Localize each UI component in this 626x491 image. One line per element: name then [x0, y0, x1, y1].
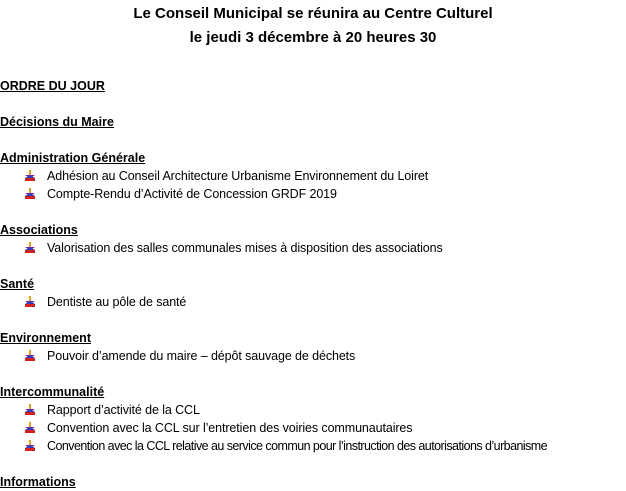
arrow-bullet-icon: [25, 404, 35, 416]
arrow-bullet-icon: [25, 242, 35, 254]
section-heading-informations: Informations: [0, 475, 76, 489]
agenda-item: [0, 293, 626, 311]
agenda-item-text: Rapport d’activité de la CCL: [47, 403, 200, 417]
section-administration: [0, 149, 626, 203]
announcement-line-1: Le Conseil Municipal se réunira au Centre Culturel: [133, 5, 493, 22]
spacer: [0, 455, 626, 473]
agenda-list: [0, 239, 626, 257]
agenda-title: ORDRE DU JOUR: [0, 79, 105, 93]
arrow-bullet-icon: [25, 296, 35, 308]
agenda-item-text: Pouvoir d’amende du maire – dépôt sauvage de déchets: [47, 349, 356, 363]
agenda-list: [0, 347, 626, 365]
agenda-item-text: Adhésion au Conseil Architecture Urbanisme Environnement du Loiret: [47, 169, 429, 183]
agenda-item: [0, 419, 626, 437]
section-heading-environnement: Environnement: [0, 331, 91, 345]
agenda-list: [0, 167, 626, 203]
arrow-bullet-icon: [25, 170, 35, 182]
section-heading-administration: Administration Générale: [0, 151, 146, 165]
agenda-item-text: Convention avec la CCL relative au service commun pour l’instruction des autorisations d’urbanisme: [47, 439, 548, 453]
section-heading-sante: Santé: [0, 277, 35, 291]
agenda-item: [0, 347, 626, 365]
agenda-item-text: Dentiste au pôle de santé: [47, 295, 187, 309]
arrow-bullet-icon: [25, 350, 35, 362]
spacer: [0, 311, 626, 329]
spacer: [0, 365, 626, 383]
announcement-line-2: le jeudi 3 décembre à 20 heures 30: [189, 29, 437, 46]
agenda-list: [0, 293, 626, 311]
section-sante: [0, 275, 626, 311]
agenda-item: [0, 401, 626, 419]
section-environnement: [0, 329, 626, 365]
agenda-item-text: Compte-Rendu d’Activité de Concession GRDF 2019: [47, 187, 337, 201]
section-heading-associations: Associations: [0, 223, 78, 237]
agenda-item: [0, 437, 626, 455]
agenda-item: [0, 185, 626, 203]
section-heading-decisions: Décisions du Maire: [0, 115, 114, 129]
agenda-document: [0, 77, 626, 491]
agenda-item-text: Convention avec la CCL sur l’entretien des voiries communautaires: [47, 421, 413, 435]
spacer: [0, 131, 626, 149]
arrow-bullet-icon: [25, 188, 35, 200]
agenda-item-text: Valorisation des salles communales mises à disposition des associations: [47, 241, 443, 255]
spacer: [0, 95, 626, 113]
agenda-item: [0, 239, 626, 257]
section-intercommunalite: [0, 383, 626, 455]
spacer: [0, 257, 626, 275]
arrow-bullet-icon: [25, 422, 35, 434]
arrow-bullet-icon: [25, 440, 35, 452]
section-heading-intercommunalite: Intercommunalité: [0, 385, 105, 399]
agenda-list: [0, 401, 626, 455]
agenda-item: [0, 167, 626, 185]
meeting-announcement: [0, 2, 626, 50]
spacer: [0, 203, 626, 221]
section-associations: [0, 221, 626, 257]
